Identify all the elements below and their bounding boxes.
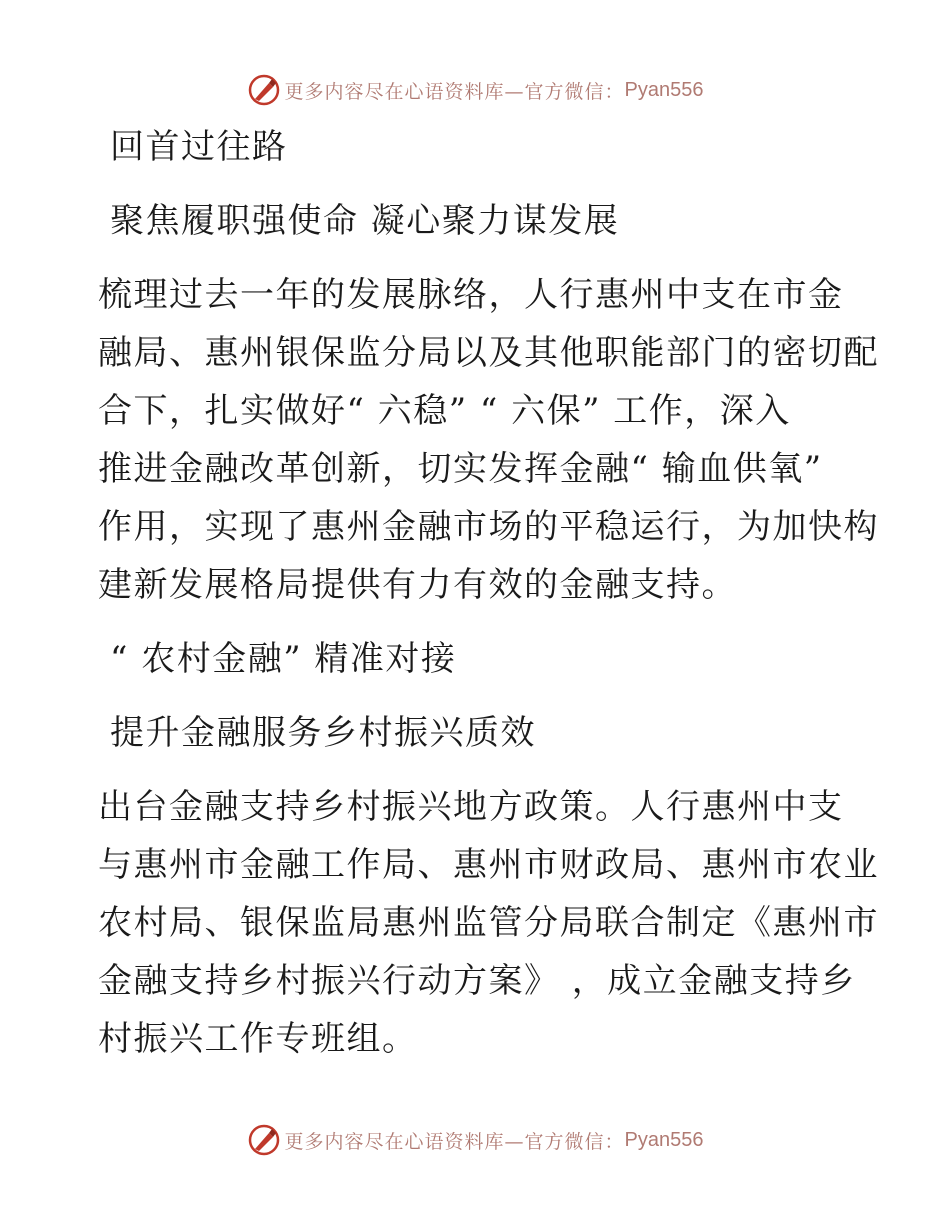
paragraph-line: 与惠州市金融工作局、惠州市财政局、惠州市农业 xyxy=(98,845,879,885)
paragraph-line: 合下，扎实做好“ 六稳” “ 六保” 工作，深入 xyxy=(98,391,791,431)
paragraph-line: 作用，实现了惠州金融市场的平稳运行，为加快构 xyxy=(98,507,879,547)
watermark-header xyxy=(0,70,950,110)
paragraph-line: 推进金融改革创新，切实发挥金融“ 输血供氧” xyxy=(98,449,823,489)
document-body xyxy=(98,118,879,1084)
heading-rural-revitalization: 提升金融服务乡村振兴质效 xyxy=(110,713,536,753)
heading-review: 回首过往路 xyxy=(110,127,288,167)
watermark-footer xyxy=(0,1120,950,1160)
pen-logo-icon xyxy=(247,1123,281,1157)
paragraph-policy xyxy=(98,778,879,1068)
paragraph-line: 村振兴工作专班组。 xyxy=(98,1019,418,1059)
paragraph-line: 融局、惠州银保监分局以及其他职能部门的密切配 xyxy=(98,333,879,373)
watermark-text: 更多内容尽在心语资料库—官方微信： xyxy=(284,80,625,103)
watermark-text: 更多内容尽在心语资料库—官方微信： xyxy=(284,1130,625,1153)
paragraph-line: 建新发展格局提供有力有效的金融支持。 xyxy=(98,565,737,605)
paragraph-line: 金融支持乡村振兴行动方案》 ，成立金融支持乡 xyxy=(98,961,856,1001)
watermark-handle: Pyan556 xyxy=(624,1128,704,1151)
heading-mission: 聚焦履职强使命 凝心聚力谋发展 xyxy=(110,201,620,241)
paragraph-summary xyxy=(98,266,879,614)
paragraph-line: 梳理过去一年的发展脉络，人行惠州中支在市金 xyxy=(98,275,844,315)
paragraph-line: 农村局、银保监局惠州监管分局联合制定《惠州市 xyxy=(98,903,879,943)
paragraph-line: 出台金融支持乡村振兴地方政策。人行惠州中支 xyxy=(98,787,844,827)
watermark-handle: Pyan556 xyxy=(624,78,704,101)
heading-rural-finance: “ 农村金融” 精准对接 xyxy=(110,639,457,679)
pen-logo-icon xyxy=(247,73,281,107)
